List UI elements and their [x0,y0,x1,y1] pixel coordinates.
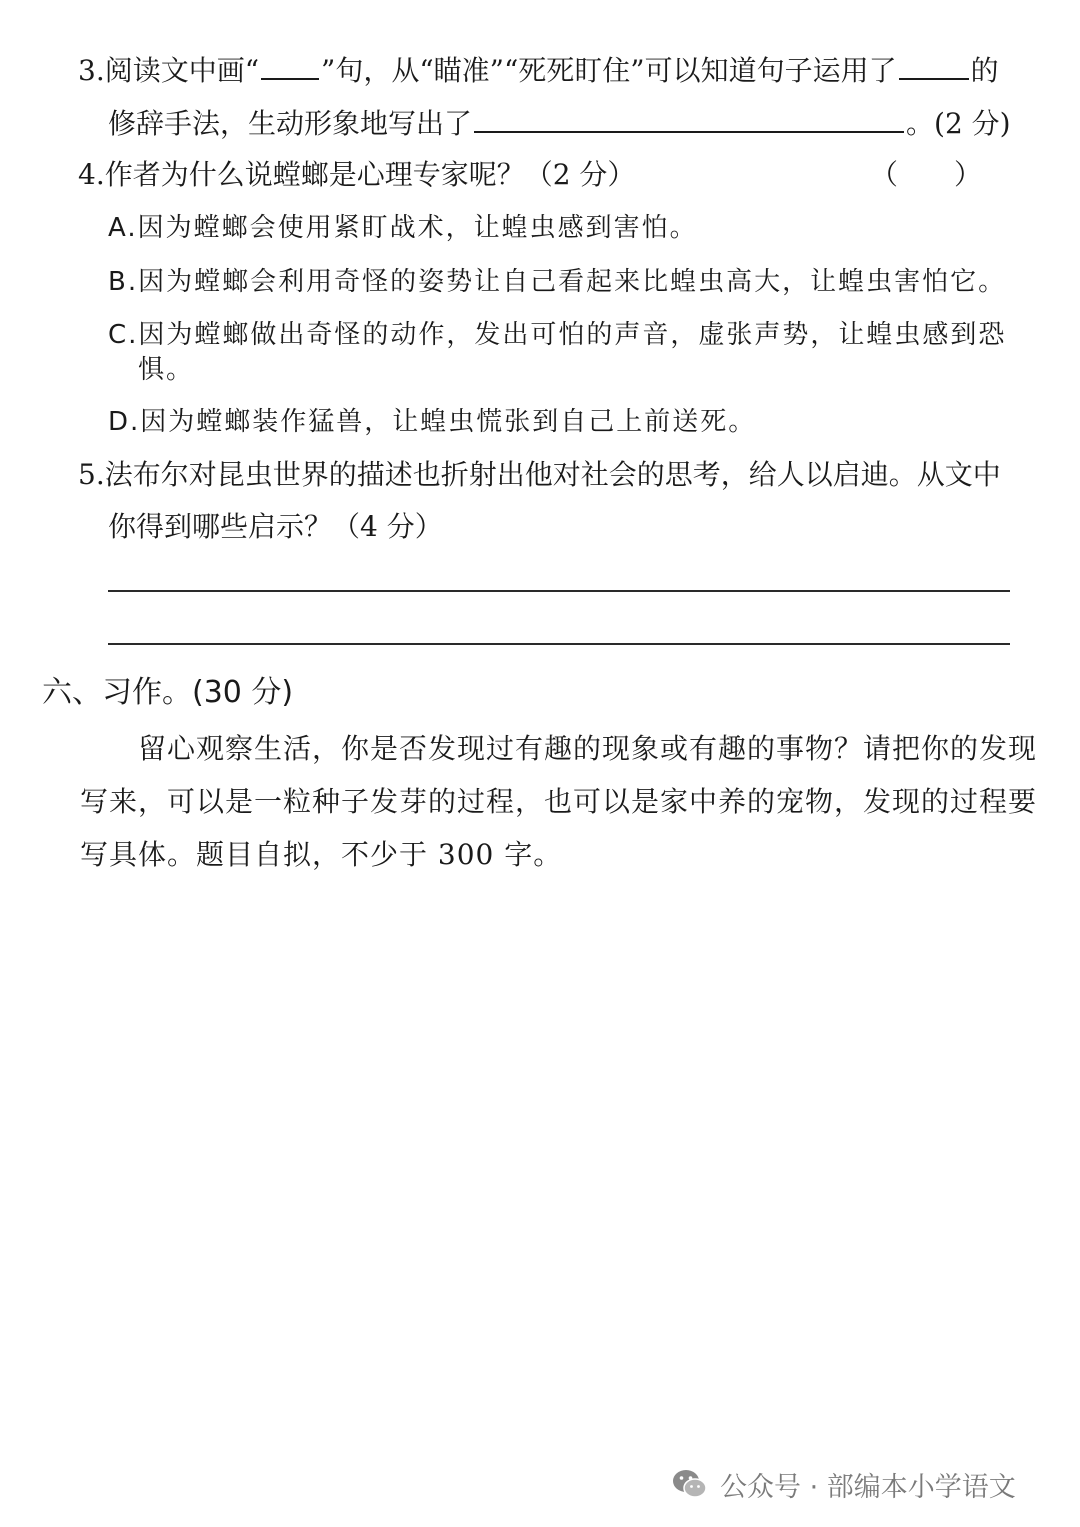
q3-text-b: ”句，从“瞄准”“死死盯住”可以知道句子运用了 [321,54,897,87]
section6-paragraph-line2: 写来，可以是一粒种子发芽的过程，也可以是家中养的宠物，发现的过程要 [80,785,1038,818]
q4-option-c-continued: 惧。 [138,355,195,385]
section6-heading: 六、习作。(30 分) [42,675,294,710]
q5-answer-line-1 [108,590,1010,592]
q3-text-c: 的 [970,54,999,87]
q4-option-c: C.因为螳螂做出奇怪的动作，发出可怕的声音，虚张声势，让蝗虫感到恐 [108,320,1007,350]
section6-paragraph-line3: 写具体。题目自拟，不少于 300 字。 [80,838,563,871]
q4-answer-paren: （ ） [870,158,983,191]
q3-blank-rhetoric [899,50,969,80]
q3-blank-description [474,103,904,133]
section6-paragraph-line1: 留心观察生活，你是否发现过有趣的现象或有趣的事物？请把你的发现 [138,732,1038,765]
q5-line2: 你得到哪些启示？（4 分） [108,510,443,543]
q3-text-e: 。(2 分) [906,107,1011,140]
q3-line2 [108,103,1011,144]
q3-blank-sentence [261,50,319,80]
q3-line1 [78,50,999,91]
q4-stem: 4.作者为什么说螳螂是心理专家呢？（2 分） [78,158,636,191]
q5-answer-line-2 [108,643,1010,645]
footer-text: 公众号 · 部编本小学语文 [720,1471,1016,1503]
q4-option-d: D.因为螳螂装作猛兽，让蝗虫慌张到自己上前送死。 [108,407,757,437]
q5-line1: 5.法布尔对昆虫世界的描述也折射出他对社会的思考，给人以启迪。从文中 [78,458,1001,491]
wechat-icon [670,1464,710,1504]
q4-option-b: B.因为螳螂会利用奇怪的姿势让自己看起来比蝗虫高大，让蝗虫害怕它。 [108,267,1007,297]
q3-text-d: 修辞手法，生动形象地写出了 [108,107,473,140]
q4-option-a: A.因为螳螂会使用紧盯战术，让蝗虫感到害怕。 [108,213,698,243]
q3-text-a: 3.阅读文中画“ [78,54,260,87]
footer-watermark [670,1460,1016,1508]
